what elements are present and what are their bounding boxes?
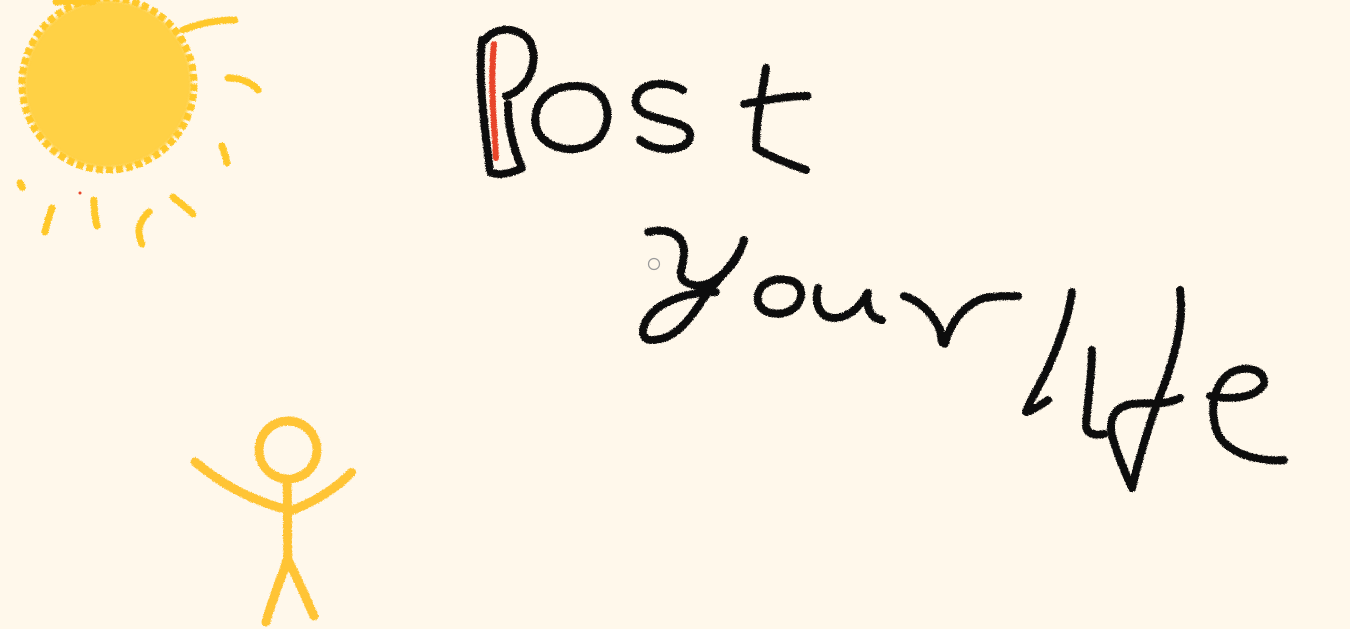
sun-ray (20, 183, 23, 189)
color-speck (79, 192, 82, 195)
sun-ray (56, 1, 94, 2)
stick-figure-body (287, 482, 288, 560)
sun-ray (94, 200, 97, 226)
red-accent-stroke (492, 44, 496, 158)
